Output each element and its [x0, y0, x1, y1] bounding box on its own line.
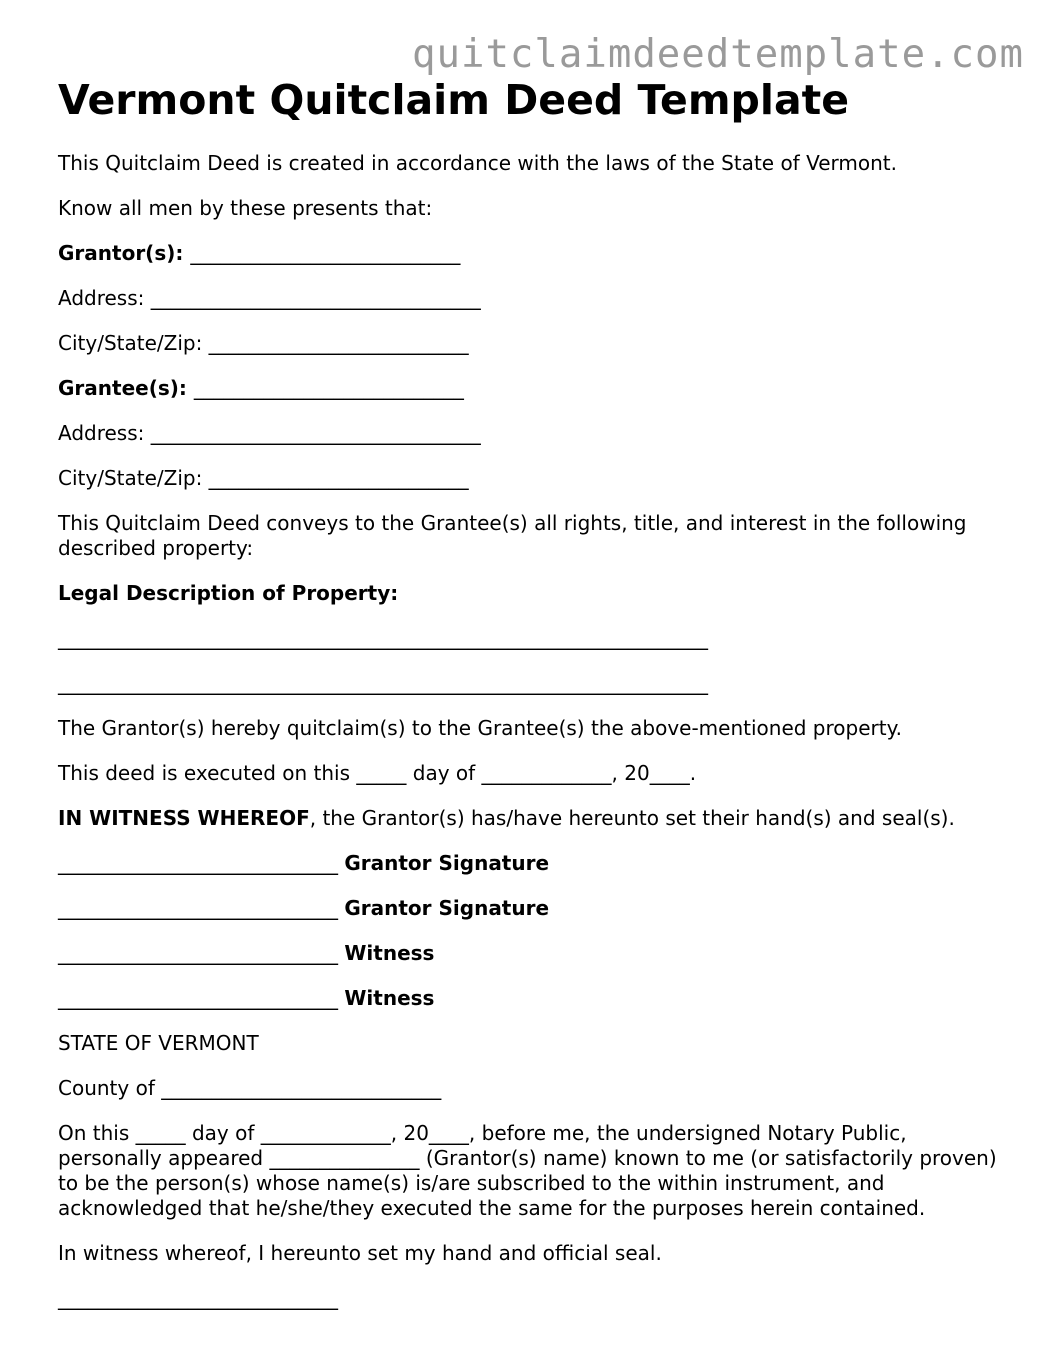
- legal-description-line-2[interactable]: _________________________________________________________________: [58, 671, 708, 695]
- state-heading: STATE OF VERMONT: [58, 1031, 259, 1055]
- witness-paragraph: [58, 806, 1008, 831]
- notary-signature-blank[interactable]: ____________________________: [58, 1286, 338, 1310]
- conveys-paragraph: This Quitclaim Deed conveys to the Grantee(s) all rights, title, and interest in the following described property:: [58, 511, 967, 560]
- grantor-city-label: City/State/Zip:: [58, 331, 209, 355]
- signature-label: Grantor Signature: [344, 851, 550, 875]
- signature-line[interactable]: [58, 896, 1008, 921]
- signature-label: Witness: [344, 941, 435, 965]
- executed-line[interactable]: This deed is executed on this _____ day of _____________, 20____.: [58, 761, 697, 785]
- grantor-address-field[interactable]: [58, 286, 1008, 311]
- grantor-blank[interactable]: ___________________________: [190, 241, 461, 265]
- signature-blank[interactable]: ____________________________: [58, 851, 338, 875]
- grantee-blank[interactable]: ___________________________: [193, 376, 464, 400]
- signature-label: Witness: [344, 986, 435, 1010]
- legal-description-label: Legal Description of Property:: [58, 581, 399, 605]
- know-all-line: Know all men by these presents that:: [58, 196, 433, 220]
- signature-line[interactable]: [58, 986, 1008, 1011]
- quitclaim-paragraph: The Grantor(s) hereby quitclaim(s) to the Grantee(s) the above-mentioned property.: [58, 716, 902, 740]
- grantee-city-field[interactable]: [58, 466, 1008, 491]
- grantee-address-field[interactable]: [58, 421, 1008, 446]
- grantee-city-label: City/State/Zip:: [58, 466, 209, 490]
- page-title: Vermont Quitclaim Deed Template: [58, 76, 850, 124]
- grantor-field[interactable]: [58, 241, 1008, 266]
- county-field[interactable]: County of ____________________________: [58, 1076, 442, 1100]
- legal-description-line-1[interactable]: _________________________________________________________________: [58, 626, 708, 650]
- grantor-city-field[interactable]: [58, 331, 1008, 356]
- grantor-address-blank[interactable]: _________________________________: [150, 286, 481, 310]
- grantee-field[interactable]: [58, 376, 1008, 401]
- signature-blank[interactable]: ____________________________: [58, 941, 338, 965]
- witness-whereof-rest: , the Grantor(s) has/have hereunto set their hand(s) and seal(s).: [309, 806, 955, 830]
- seal-paragraph: In witness whereof, I hereunto set my hand and official seal.: [58, 1241, 662, 1265]
- grantor-address-label: Address:: [58, 286, 151, 310]
- watermark: quitclaimdeedtemplate.com: [412, 32, 1024, 77]
- intro-paragraph: This Quitclaim Deed is created in accordance with the laws of the State of Vermont.: [58, 151, 897, 175]
- grantee-city-blank[interactable]: __________________________: [208, 466, 469, 490]
- witness-whereof-bold: IN WITNESS WHEREOF: [58, 806, 310, 830]
- signature-blank[interactable]: ____________________________: [58, 986, 338, 1010]
- grantor-city-blank[interactable]: __________________________: [208, 331, 469, 355]
- grantor-label: Grantor(s):: [58, 241, 191, 265]
- grantee-address-blank[interactable]: _________________________________: [150, 421, 481, 445]
- notary-paragraph: On this _____ day of _____________, 20____, before me, the undersigned Notary Public, personally appeared _______________ (Grantor(s) name) known to me (or satisfactorily proven) to be the person(s) whose name(s) is/are subscribed to the within instrument, and acknowledged that he/she/they executed the same for the purposes herein contained.: [58, 1121, 997, 1220]
- signature-blank[interactable]: ____________________________: [58, 896, 338, 920]
- signature-line[interactable]: [58, 851, 1008, 876]
- document-body: [58, 151, 1008, 1331]
- grantee-label: Grantee(s):: [58, 376, 194, 400]
- signature-label: Grantor Signature: [344, 896, 550, 920]
- signature-line[interactable]: [58, 941, 1008, 966]
- grantee-address-label: Address:: [58, 421, 151, 445]
